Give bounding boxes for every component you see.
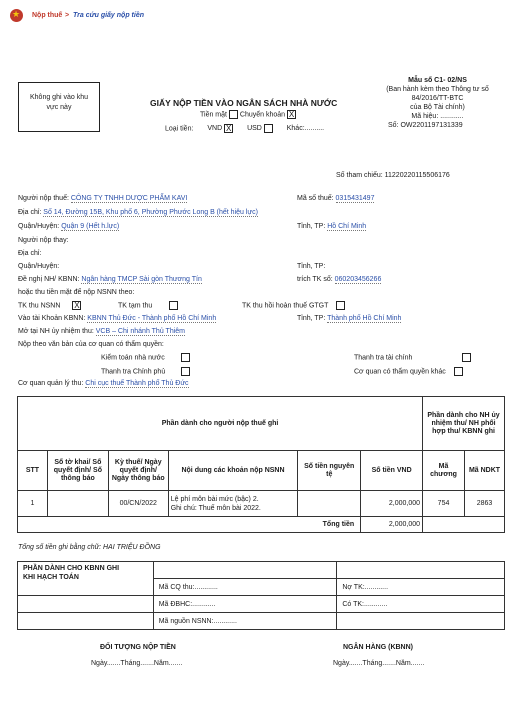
- finance-inspect-checkbox[interactable]: [462, 353, 471, 362]
- table-header-row: [18, 451, 505, 491]
- kbnn-account-label: Vào tài Khoản KBNN:: [18, 315, 86, 322]
- other-authority-row: [354, 367, 463, 376]
- payer-address-label: Địa chỉ:: [18, 209, 42, 216]
- tk-tam-thu-checkbox[interactable]: [169, 301, 178, 310]
- top-nav-bar: [0, 0, 519, 30]
- tax-manager-value: Chi cục thuế Thành phố Thủ Đức: [85, 380, 189, 387]
- cell-doc: [47, 491, 108, 517]
- payer-name-label: Người nộp thuế:: [18, 195, 69, 202]
- state-audit-row: [101, 353, 190, 362]
- debit-account-label: trích TK số:: [297, 276, 333, 283]
- opened-bank-label: Mở tại NH ủy nhiệm thu:: [18, 328, 94, 335]
- kbnn-header-line2: KHI HẠCH TOÁN: [23, 574, 79, 581]
- proxy-district-label: Quận/Huyện:: [18, 263, 60, 270]
- tk-thu-checkbox[interactable]: X: [74, 301, 80, 310]
- column-header: Số tiền nguyên tệ: [298, 451, 361, 491]
- opened-bank-value: VCB – Chi nhánh Thủ Thiêm: [95, 328, 185, 335]
- total-label: Tổng tiền: [18, 517, 361, 533]
- other-authority-label: Cơ quan có thẩm quyền khác: [354, 368, 446, 376]
- tk-thu-label: TK thu NSNN: [18, 302, 61, 310]
- tk-tam-thu-row: [118, 301, 178, 310]
- kbnn-header-line1: PHẦN DÀNH CHO KBNN GHI: [23, 565, 120, 572]
- payment-items-table: [17, 396, 505, 533]
- tk-hoan-row: [242, 301, 345, 310]
- payer-address-row: [18, 209, 258, 216]
- breadcrumb-root[interactable]: Nộp thuế: [32, 12, 63, 19]
- payer-district-value: Quận 9 (Hết h.lực): [61, 223, 120, 230]
- column-header: Nội dung các khoản nộp NSNN: [168, 451, 298, 491]
- tax-manager-row: [18, 380, 189, 387]
- form-code-line2: 84/2016/TT-BTC: [411, 95, 464, 102]
- ma-dbhc: Mã ĐBHC:............: [153, 596, 337, 613]
- currency-label: Loại tiền:: [165, 125, 194, 133]
- debit-account-value: 060203456266: [334, 276, 382, 283]
- empty-cell: [337, 562, 505, 579]
- cell-chapter: 754: [423, 491, 465, 517]
- payer-name-value: CÔNG TY TNHH DƯỢC PHẨM KAVI: [70, 195, 188, 202]
- no-write-text: Không ghi vào khu vực này: [30, 94, 88, 111]
- other-authority-checkbox[interactable]: [454, 367, 463, 376]
- finance-inspect-row: [354, 353, 471, 362]
- vnd-label: VND: [207, 125, 223, 133]
- tk-hoan-label: TK thu hồi hoàn thuế GTGT: [242, 302, 329, 310]
- currency-row: [165, 124, 324, 133]
- empty-cell: [18, 613, 154, 630]
- table-row: [18, 491, 505, 517]
- payer-district-row: [18, 223, 119, 230]
- payer-district-label: Quận/Huyện:: [18, 223, 60, 230]
- tk-thu-row: [18, 301, 81, 310]
- breadcrumb-current[interactable]: Tra cứu giấy nộp tiền: [73, 12, 144, 19]
- payment-method-row: [200, 110, 296, 119]
- form-number: Số: OW2201197131339: [388, 122, 463, 129]
- bank-section-header: Phần dành cho NH ủy nhiệm thu/ NH phối hợp thu/ KBNN ghi: [423, 397, 505, 451]
- authority-intro: Nộp theo văn bản của cơ quan có thẩm quyền:: [18, 341, 164, 348]
- reference-number: Số tham chiếu: 11220220115506176: [336, 172, 450, 179]
- kbnn-account-row: [18, 315, 216, 322]
- usd-label: USD: [247, 125, 262, 133]
- proxy-address-label: Địa chỉ:: [18, 250, 42, 257]
- kbnn-province-row: [297, 315, 401, 322]
- payer-signature-title: ĐỐI TƯỢNG NỘP TIỀN: [100, 644, 176, 651]
- tk-tam-thu-label: TK tạm thu: [118, 302, 153, 310]
- co-tk: Có TK:............: [337, 596, 505, 613]
- column-header: Số tờ khai/ Số quyết định/ Số thông báo: [47, 451, 108, 491]
- gov-inspect-row: [101, 367, 190, 376]
- cell-content: [168, 491, 298, 517]
- no-write-box: [18, 82, 100, 132]
- form-code-label: Mẫu số C1- 02/NS: [408, 77, 467, 84]
- bank-value: Ngân hàng TMCP Sài gòn Thương Tín: [81, 276, 202, 283]
- total-in-words: Tổng số tiền ghi bằng chữ: HAI TRIỆU ĐỒNG: [18, 544, 161, 551]
- tax-manager-label: Cơ quan quản lý thu:: [18, 380, 84, 387]
- state-audit-checkbox[interactable]: [181, 353, 190, 362]
- empty-cell: [153, 562, 337, 579]
- bank-request-label: Đề nghị NH/ KBNN:: [18, 276, 80, 283]
- cash-label: Tiền mặt: [200, 111, 227, 119]
- document-title: GIẤY NỘP TIỀN VÀO NGÂN SÁCH NHÀ NƯỚC: [150, 98, 338, 108]
- column-header: Số tiền VND: [361, 451, 423, 491]
- bank-signature-date: Ngày.......Tháng.......Năm.......: [333, 660, 425, 667]
- finance-inspect-label: Thanh tra tài chính: [354, 354, 413, 362]
- tk-hoan-checkbox[interactable]: [336, 301, 345, 310]
- proxy-label: Người nộp thay:: [18, 237, 69, 244]
- payer-name-row: [18, 195, 187, 202]
- cell-vnd: 2,000,000: [361, 491, 423, 517]
- form-code-block: [370, 76, 505, 130]
- payer-province-label: Tỉnh, TP:: [297, 223, 326, 230]
- empty-cell: [18, 596, 154, 613]
- column-header: Kỳ thuế/ Ngày quyết định/ Ngày thông báo: [108, 451, 168, 491]
- form-code-line1: (Ban hành kèm theo Thông tư số: [386, 86, 489, 93]
- tax-code-label: Mã số thuế:: [297, 195, 334, 202]
- cell-ndkt: 2863: [465, 491, 505, 517]
- opened-bank-row: [18, 328, 185, 335]
- total-empty: [423, 517, 505, 533]
- cell-period: 00/CN/2022: [108, 491, 168, 517]
- column-header: Mã NDKT: [465, 451, 505, 491]
- bank-request-row: [18, 276, 202, 283]
- total-value: 2,000,000: [361, 517, 423, 533]
- total-row: [18, 517, 505, 533]
- proxy-province-label: Tỉnh, TP:: [297, 263, 326, 270]
- cash-checkbox[interactable]: [229, 110, 238, 119]
- payer-address-value: Số 14, Đường 15B, Khu phố 6, Phường Phước Long B (hết hiệu lực): [43, 209, 258, 216]
- gov-inspect-label: Thanh tra Chính phủ: [101, 368, 166, 376]
- cell-foreign: [298, 491, 361, 517]
- cell-content-line2: Ghi chú: Thuế môn bài 2022.: [170, 504, 261, 512]
- cash-payment-line: hoặc thu tiền mặt để nộp NSNN theo:: [18, 289, 135, 296]
- vnd-checkbox[interactable]: X: [225, 124, 232, 133]
- empty-cell: [337, 613, 505, 630]
- payer-section-header: Phần dành cho người nộp thuế ghi: [18, 397, 423, 451]
- tax-code-row: [297, 195, 374, 202]
- kbnn-header: [18, 562, 154, 596]
- tax-code-value: 0315431497: [335, 195, 375, 202]
- other-currency-label: Khác:..........: [286, 125, 325, 133]
- breadcrumb-separator: >: [65, 12, 70, 19]
- usd-checkbox[interactable]: [264, 124, 273, 133]
- gov-inspect-checkbox[interactable]: [181, 367, 190, 376]
- cell-content-line1: Lệ phí môn bài mức (bậc) 2.: [170, 495, 259, 503]
- payer-signature-date: Ngày.......Tháng.......Năm.......: [91, 660, 183, 667]
- kbnn-province-label: Tỉnh, TP:: [297, 315, 326, 322]
- ma-nguon-nsnn: Mã nguồn NSNN:............: [153, 613, 337, 630]
- payer-province-value: Hồ Chí Minh: [327, 223, 367, 230]
- debit-account-row: [297, 276, 381, 283]
- column-header: STT: [18, 451, 48, 491]
- transfer-checkbox[interactable]: X: [288, 110, 295, 119]
- bank-signature-title: NGÂN HÀNG (KBNN): [343, 644, 413, 651]
- kbnn-province-value: Thành phố Hồ Chí Minh: [327, 315, 402, 322]
- form-code-symbol: Mã hiệu: ............: [411, 113, 464, 120]
- kbnn-account-value: KBNN Thủ Đức - Thành phố Hồ Chí Minh: [87, 315, 217, 322]
- column-header: Mã chương: [423, 451, 465, 491]
- payer-province-row: [297, 223, 366, 230]
- national-emblem-icon: [10, 9, 23, 22]
- no-tk: Nợ TK:............: [337, 579, 505, 596]
- state-audit-label: Kiểm toán nhà nước: [101, 354, 165, 362]
- form-code-line3: của Bộ Tài chính): [410, 104, 465, 111]
- transfer-label: Chuyển khoản: [239, 111, 286, 119]
- kbnn-accounting-table: [17, 561, 505, 630]
- ma-cq-thu: Mã CQ thu:............: [153, 579, 337, 596]
- cell-stt: 1: [18, 491, 48, 517]
